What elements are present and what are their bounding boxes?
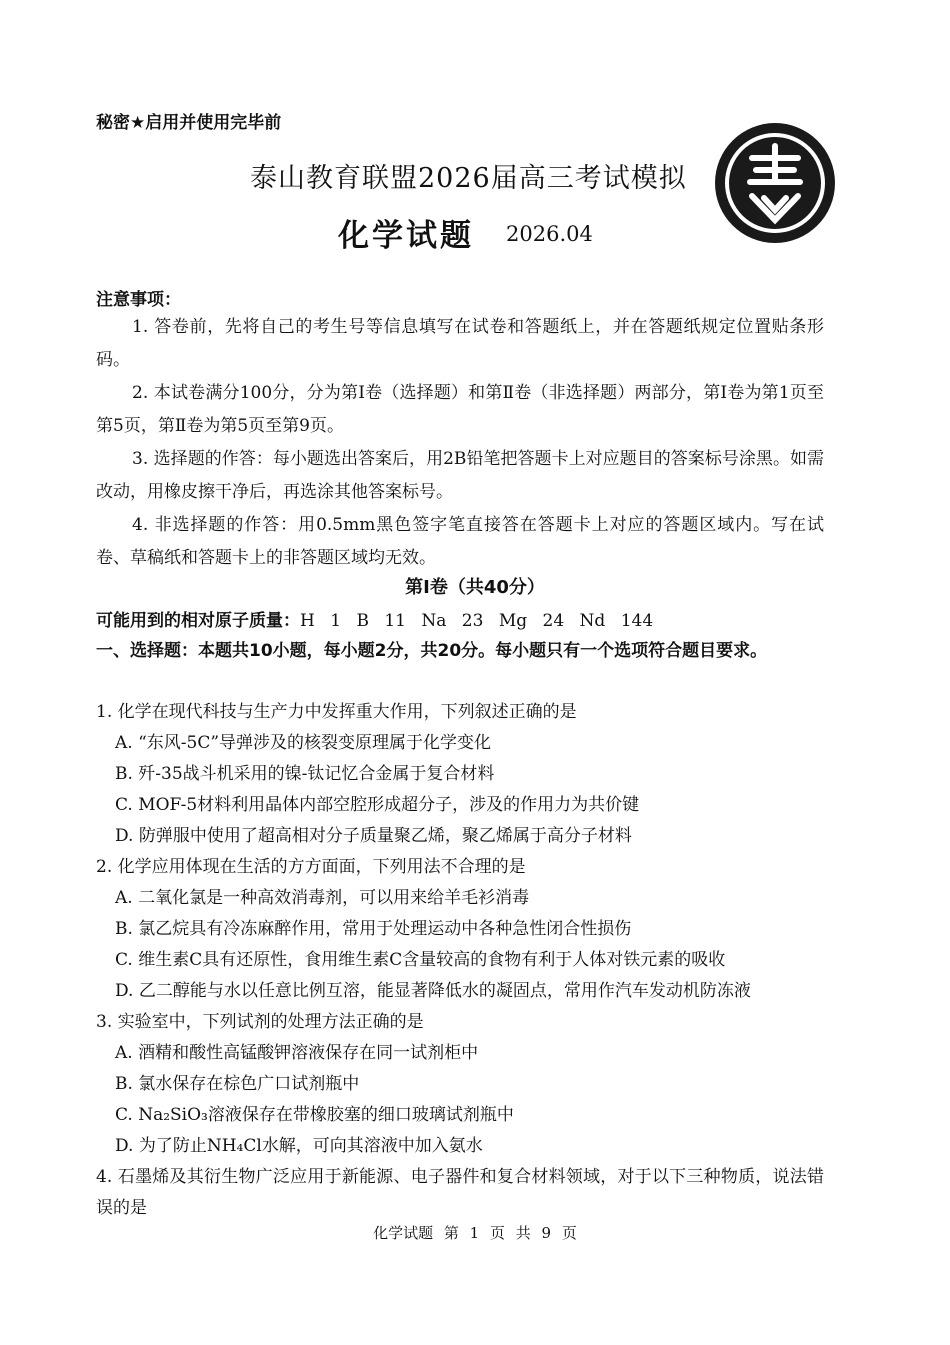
taishan-union-logo-icon [712,120,838,246]
subject-title: 化学试题 [338,218,474,254]
question-stem: 3. 实验室中，下列试剂的处理方法正确的是 [96,1012,424,1032]
question-stem: 4. 石墨烯及其衍生物广泛应用于新能源、电子器件和复合材料领域，对于以下三种物质，说法错误的是 [96,1167,824,1218]
part-instructions: 一、选择题：本题共10小题，每小题2分，共20分。每小题只有一个选项符合题目要求。 [96,641,768,661]
exam-title: 泰山教育联盟2026届高三考试模拟 [250,163,687,194]
question-1 [96,697,824,852]
option-c: C. MOF-5材料利用晶体内部空腔形成超分子，涉及的作用力为共价键 [115,795,640,815]
option-b: B. 歼-35战斗机采用的镍-钛记忆合金属于复合材料 [115,764,495,784]
notice-heading: 注意事项： [96,290,181,310]
question-stem: 1. 化学在现代科技与生产力中发挥重大作用，下列叙述正确的是 [96,702,577,722]
exam-date: 2026.04 [506,222,593,246]
option-d: D. 防弹服中使用了超高相对分子质量聚乙烯，聚乙烯属于高分子材料 [115,826,632,846]
atomic-masses-values: H 1 B 11 Na 23 Mg 24 Nd 144 [300,611,654,631]
question-stem: 2. 化学应用体现在生活的方方面面，下列用法不合理的是 [96,857,526,877]
option-c: C. Na₂SiO₃溶液保存在带橡胶塞的细口玻璃试剂瓶中 [115,1105,514,1125]
option-a: A. 酒精和酸性高锰酸钾溶液保存在同一试剂柜中 [115,1043,479,1063]
confidential-mark: 秘密★启用并使用完毕前 [96,113,282,133]
question-2 [96,852,824,1007]
question-3 [96,1007,824,1162]
option-a: A. “东风-5C”导弹涉及的核裂变原理属于化学变化 [115,733,492,753]
option-b: B. 氯乙烷具有冷冻麻醉作用，常用于处理运动中各种急性闭合性损伤 [115,919,632,939]
question-4 [96,1162,824,1224]
option-c: C. 维生素C具有还原性，食用维生素C含量较高的食物有利于人体对铁元素的吸收 [115,950,726,970]
atomic-masses [96,606,653,631]
notice-item: 4. 非选择题的作答：用0.5mm黑色签字笔直接答在答题卡上对应的答题区域内。写在试卷、草稿纸和答题卡上的非答题区域均无效。 [96,515,824,568]
option-d: D. 为了防止NH₄Cl水解，可向其溶液中加入氨水 [115,1136,483,1156]
notice-item: 2. 本试卷满分100分，分为第Ⅰ卷（选择题）和第Ⅱ卷（非选择题）两部分，第Ⅰ卷为第1页至第5页，第Ⅱ卷为第5页至第9页。 [96,383,824,436]
page-footer: 化学试题 第 1 页 共 9 页 [373,1224,577,1242]
atomic-masses-label: 可能用到的相对原子质量： [96,611,300,631]
notice-list [96,311,824,575]
section-title: 第Ⅰ卷（共40分） [405,577,545,598]
option-a: A. 二氧化氯是一种高效消毒剂，可以用来给羊毛衫消毒 [115,888,530,908]
option-b: B. 氯水保存在棕色广口试剂瓶中 [115,1074,360,1094]
notice-item: 1. 答卷前，先将自己的考生号等信息填写在试卷和答题纸上，并在答题纸规定位置贴条形码。 [96,317,824,370]
question-list [96,697,824,1224]
notice-item: 3. 选择题的作答：每小题选出答案后，用2B铅笔把答题卡上对应题目的答案标号涂黑。如需改动，用橡皮擦干净后，再选涂其他答案标号。 [96,449,824,502]
option-d: D. 乙二醇能与水以任意比例互溶，能显著降低水的凝固点，常用作汽车发动机防冻液 [115,981,751,1001]
